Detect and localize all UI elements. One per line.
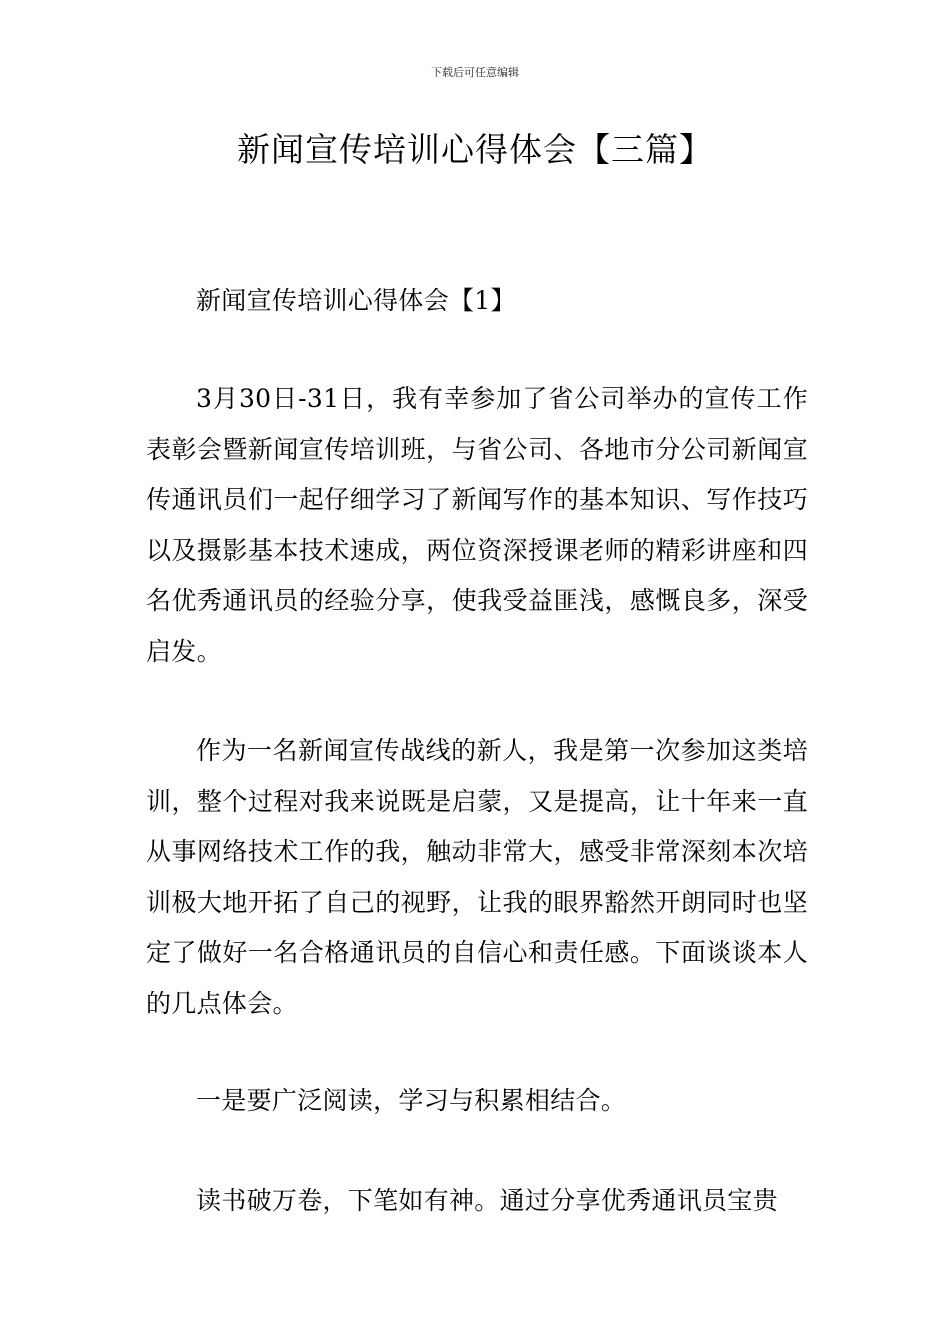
paragraph-2: 作为一名新闻宣传战线的新人，我是第一次参加这类培训，整个过程对我来说既是启蒙，又是提高，让十年来一直从事网络技术工作的我，触动非常大，感受非常深刻本次培训极大地开拓了自己的视野，让我的眼界豁然开朗同时也坚定了做好一名合格通讯员的自信心和责任感。下面谈谈本人的几点体会。 — [146, 736, 808, 1018]
paragraph-3: 一是要广泛阅读，学习与积累相结合。 — [196, 1086, 627, 1115]
paragraph-1: 3月30日-31日，我有幸参加了省公司举办的宣传工作表彰会暨新闻宣传培训班，与省公司、各地市分公司新闻宣传通讯员们一起仔细学习了新闻写作的基本知识、写作技巧以及摄影基本技术速成，两位资深授课老师的精彩讲座和四名优秀通讯员的经验分享，使我受益匪浅，感慨良多，深受启发。 — [146, 384, 808, 666]
section-heading: 新闻宣传培训心得体会【1】 — [196, 286, 516, 315]
document-title: 新闻宣传培训心得体会【三篇】 — [237, 130, 713, 169]
paragraph-4: 读书破万卷，下笔如有神。通过分享优秀通讯员宝贵 — [196, 1186, 778, 1215]
header-note: 下载后可任意编辑 — [431, 66, 519, 79]
